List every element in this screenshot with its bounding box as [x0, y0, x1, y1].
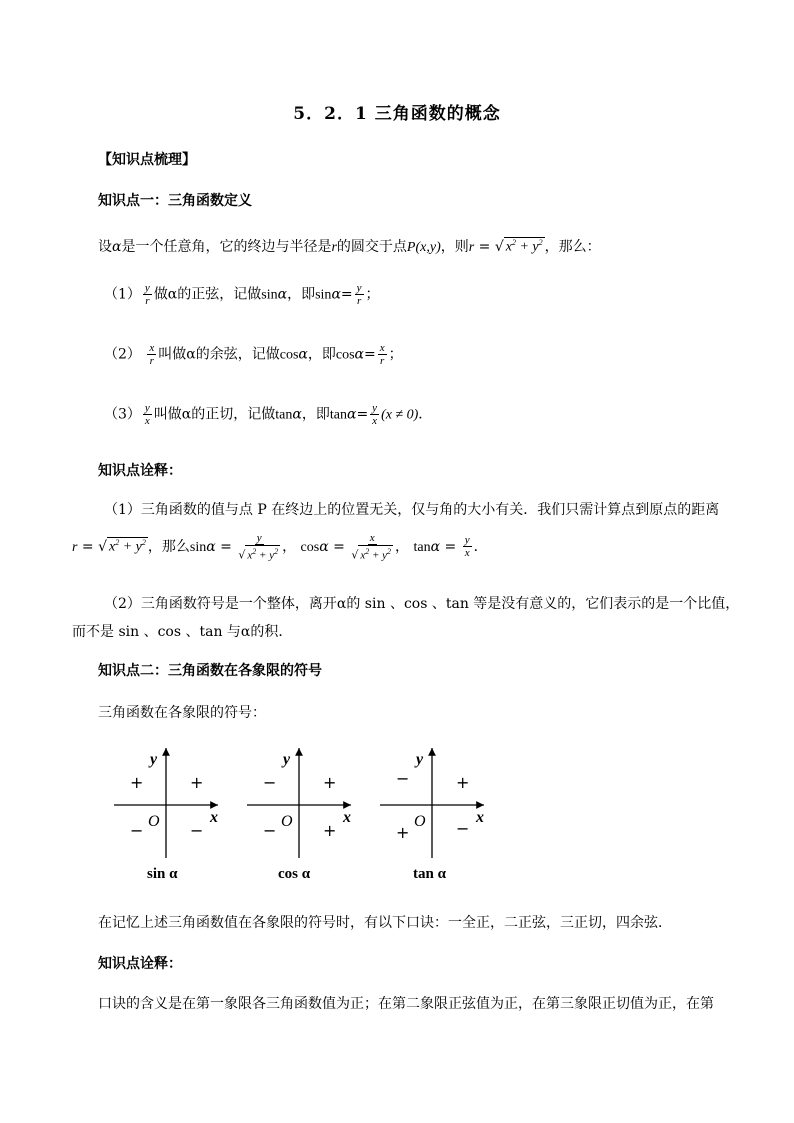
intro-mid3: ，则 [440, 239, 469, 255]
sin-sign-diagram [114, 748, 218, 882]
item3-text: 叫做α的正切，记做 [153, 406, 276, 423]
x-axis-label: x [210, 809, 218, 826]
y-axis-label: y [150, 751, 158, 768]
section-header: 【知识点梳理】 [98, 152, 196, 168]
q3-sign: − [263, 821, 277, 840]
mnemonic: 在记忆上述三角函数值在各象限的符号时，有以下口诀：一全正，二正弦，三正切，四余弦． [98, 915, 672, 931]
note1-p2b: 而不是 sin 、cos 、tan 与α的积． [72, 624, 293, 640]
tan-sign-diagram [380, 748, 484, 882]
kp1-item3: （3） $\frac{y}{x}$ 叫做α的正切，记做tanα，即tanα= $\frac{y}{x}$ (x ≠ 0)． [104, 402, 433, 427]
q4-sign: − [456, 819, 470, 838]
y-axis-label: y [416, 751, 424, 768]
note1-p1: （1）三角函数的值与点 P 在终边上的位置无关，仅与角的大小有关．我们只需计算点到原点的距离 [104, 502, 720, 518]
item1-text: 做α的正弦，记做 [153, 286, 262, 303]
intro-point: P(x,y) [406, 240, 441, 255]
x-axis-label: x [343, 809, 351, 826]
q1-sign: + [190, 773, 204, 792]
quadrant-sign-diagrams [100, 740, 520, 890]
q2-sign: + [130, 773, 144, 792]
cos-sign-diagram [247, 748, 351, 882]
note1-heading: 知识点诠释： [98, 463, 182, 479]
note1-p2a: （2）三角函数符号是一个整体，离开α的 sin 、cos 、tan 等是没有意义的，它们表示的是一个比值， [104, 596, 740, 612]
intro-mid2: 的圆交于点 [336, 239, 407, 255]
origin-label: O [281, 813, 293, 830]
intro-pre: 设 [98, 239, 112, 255]
q4-sign: + [323, 821, 337, 840]
kp2-intro: 三角函数在各象限的符号： [98, 705, 266, 721]
q2-sign: − [263, 773, 277, 792]
page-title: 5．2．1 三角函数的概念 [293, 104, 501, 124]
kp1-item2: （2） $\frac{x}{r}$ 叫做α的余弦，记做cosα，即cosα= $\frac{x}{r}$ ； [104, 342, 403, 367]
q1-sign: + [323, 773, 337, 792]
note2-heading: 知识点诠释： [98, 956, 182, 972]
item2-num: （2） [104, 346, 141, 363]
q3-sign: + [396, 823, 410, 842]
item1-num: （1） [104, 286, 141, 303]
kp2-heading: 知识点二：三角函数在各象限的符号 [98, 663, 322, 679]
item3-cond: (x ≠ 0) [381, 407, 419, 423]
item2-mid: ，即 [307, 346, 336, 363]
intro-mid1: 是一个任意角，它的终边与半径是 [121, 239, 332, 255]
y-axis-label: y [283, 751, 291, 768]
kp1-item1: （1） $\frac{y}{r}$ 做α的正弦，记做sinα，即sinα= $\frac{y}{r}$ ； [104, 282, 380, 307]
q2-sign: − [396, 769, 410, 788]
note2-p1: 口诀的含义是在第一象限各三角函数值为正；在第二象限正弦值为正，在第三象限正切值为正，在第 [98, 996, 714, 1012]
origin-label: O [148, 813, 160, 830]
q3-sign: − [130, 821, 144, 840]
cos-caption: cos α [278, 866, 311, 882]
q4-sign: − [190, 821, 204, 840]
item2-text: 叫做α的余弦，记做 [158, 346, 280, 363]
x-axis-label: x [476, 809, 484, 826]
kp1-intro: 设α是一个任意角，它的终边与半径是r的圆交于点P(x,y)，则r = √ $x^2 + y^2$ ，那么： [98, 238, 601, 255]
note1-p1-mid: ，那么 [147, 538, 190, 555]
q1-sign: + [456, 773, 470, 792]
kp1-heading: 知识点一：三角函数定义 [98, 193, 252, 209]
origin-label: O [414, 813, 426, 830]
note1-p1-formulas: r = √ $x^2 + y^2$ ，那么sinα = $\frac{y}{√ x^2 + y^2}$ ， cosα = $\frac{x}{√ x^2 + y^2}$ ， tanα = $\frac{y}{x}$ ． [72, 532, 488, 562]
tan-caption: tan α [413, 866, 446, 882]
item1-mid: ，即 [287, 286, 316, 303]
intro-end: ，那么： [544, 239, 601, 255]
item3-mid: ，即 [301, 406, 330, 423]
sin-caption: sin α [147, 866, 178, 882]
item3-num: （3） [104, 406, 141, 423]
